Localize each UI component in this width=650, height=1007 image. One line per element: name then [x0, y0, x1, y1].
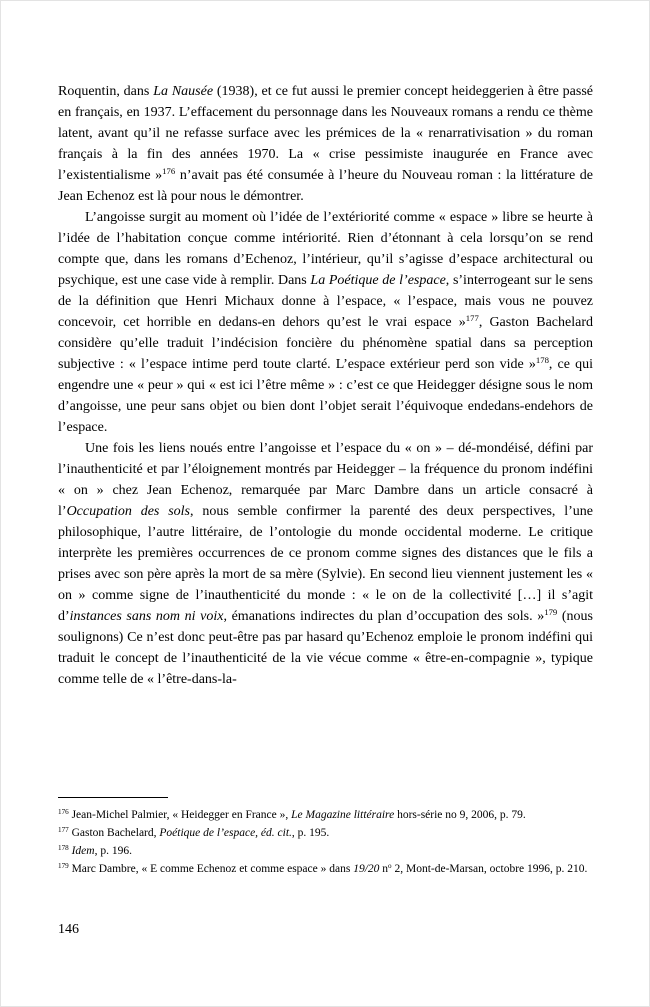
- footnotes-list: [58, 807, 593, 877]
- text-run: (nous soulignons) Ce n’est donc peut-être pas par hasard qu’Echenoz emploie le pronom indéfini qui traduit le concept de l’inauthenticité de la vie vécue comme « être-en-compagnie », typique comme telle de « l’être-dans-la-: [58, 609, 593, 687]
- text-run: Marc Dambre, « E comme Echenoz et comme espace » dans: [68, 863, 354, 875]
- text-run: Jean-Michel Palmier, « Heidegger en France »,: [68, 809, 292, 821]
- text-run: 2, Mont-de-Marsan, octobre 1996, p. 210.: [391, 863, 588, 875]
- superscript-note-ref: 177: [465, 313, 479, 324]
- text-run: , s’interrogeant sur le sens de la définition que Henri Michaux donne à l’espace, « l’espace, mais vous ne pouvez concevoir, cet horrible en dedans-en dehors qu’est le vrai espace »: [58, 273, 593, 330]
- italic-run: Occupation des sols: [66, 504, 191, 519]
- text-run: Une fois les liens noués entre l’angoisse et l’espace du « on » – dé-mondéisé, défini par l’inauthenticité et par l’éloignement montrés par Heidegger – la fréquence du pronom indéfini « on » chez Jean Echenoz, remarquée par Marc Dambre dans un article consacré à l’: [58, 441, 593, 519]
- footnote: [58, 843, 593, 859]
- superscript-note-ref: 178: [535, 355, 549, 366]
- text-run: , Gaston Bachelard considère qu’elle traduit l’indécision foncière du phénomène spatial dans sa perception subjective : « l’espace intime perd toute clarté. L’espace extérieur perd son vide »: [58, 315, 593, 372]
- text-run: hors-série no 9, 2006, p. 79.: [394, 809, 526, 821]
- superscript-note-ref: 176: [58, 808, 69, 817]
- superscript-note-ref: 179: [544, 607, 558, 618]
- italic-run: 19/20: [353, 863, 380, 875]
- text-run: , émanations indirectes du plan d’occupation des sols. »: [223, 609, 545, 624]
- footnote: [58, 861, 593, 877]
- text-run: , nous semble confirmer la parenté des deux perspectives, l’une philosophique, l’autre littéraire, de l’ontologie du monde occidental moderne. Le critique interprète les premières occurrences de ce pronom comme signes des distances que le fils a prises avec son père après la mort de sa mère (Sylvie). En second lieu viennent justement les « on » comme signe de l’inauthenticité du monde : « le on de la collectivité […] il s’agit d’: [58, 504, 593, 624]
- body-text: [58, 81, 593, 690]
- text-run: (1938), et ce fut aussi le premier concept heideggerien à être passé en français, en 1937. L’effacement du personnage dans les Nouveaux romans a rendu ce thème latent, avant qu’il ne refasse surface avec les prémices de la « renarrativisation » du roman français à la fin des années 1970. La « crise pessimiste inaugurée en France avec l’existentialisme »: [58, 84, 594, 183]
- footnote: [58, 807, 593, 823]
- footnote-section: [58, 797, 593, 879]
- italic-run: La Poétique de l’espace: [310, 273, 446, 288]
- superscript-note-ref: 178: [58, 844, 69, 853]
- italic-run: Idem: [71, 845, 95, 857]
- superscript-note-ref: 179: [58, 862, 69, 871]
- paragraph: [58, 438, 593, 690]
- text-run: Gaston Bachelard,: [68, 827, 160, 839]
- text-run: , p. 196.: [94, 845, 132, 857]
- text-run: , ce qui engendre une « peur » qui « est ici l’être même » : c’est ce que Heidegger désigne sous le nom d’angoisse, une peur sans objet ou bien dont l’objet serait l’équivoque endedans-endehors de l’espace.: [58, 357, 593, 435]
- superscript-note-ref: 177: [58, 826, 69, 835]
- text-run: n: [379, 863, 389, 875]
- italic-run: La Nausée: [153, 84, 214, 99]
- page-number: 146: [58, 922, 79, 937]
- text-run: , p. 195.: [291, 827, 330, 839]
- italic-run: Poétique de l’espace, éd. cit.: [159, 827, 292, 839]
- text-run: Roquentin, dans: [58, 84, 154, 99]
- italic-run: instances sans nom ni voix: [69, 609, 224, 624]
- paragraph: [58, 207, 593, 438]
- text-run: n’avait pas été consumée à l’heure du Nouveau roman : la littérature de Jean Echenoz est là pour nous le démontrer.: [58, 168, 594, 204]
- superscript-note-ref: 176: [162, 166, 176, 177]
- footnote-separator: [58, 797, 168, 798]
- text-run: L’angoisse surgit au moment où l’idée de l’extériorité comme « espace » libre se heurte à l’idée de l’habitation conçue comme intériorité. Rien d’étonnant à cela lorsqu’on se rend compte que, dans les romans d’Echenoz, l’intérieur, qu’il s’agisse d’espace architectural ou psychique, est une case vide à remplir. Dans: [58, 210, 593, 288]
- italic-run: Le Magazine littéraire: [291, 809, 395, 821]
- paragraph: [58, 81, 593, 207]
- superscript-note-ref: o: [388, 862, 392, 871]
- footnote: [58, 825, 593, 841]
